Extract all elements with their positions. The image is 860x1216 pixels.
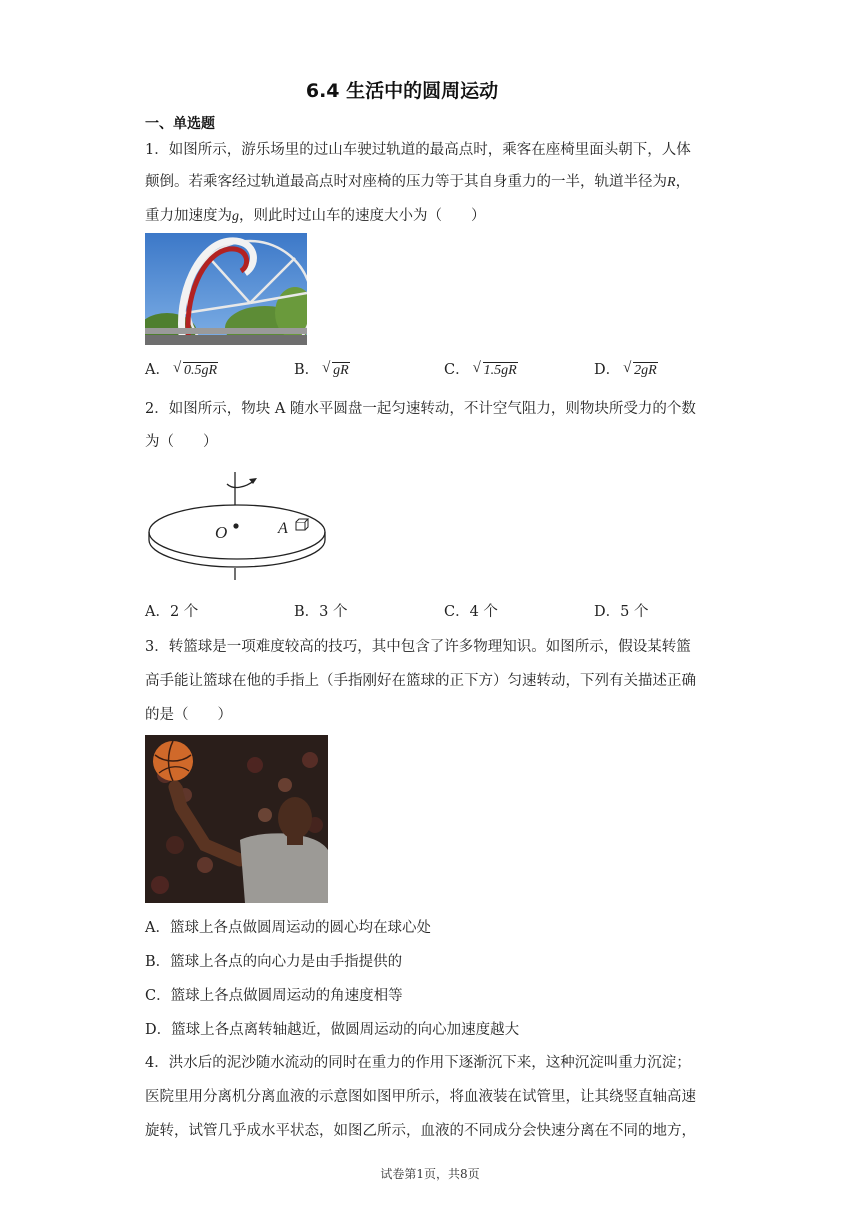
q1-option-b-radicand: gR bbox=[333, 363, 349, 378]
q4-line-1: 4．洪水后的泥沙随水流动的同时在重力的作用下逐渐沉下来，这种沉淀叫重力沉淀； bbox=[145, 1055, 691, 1071]
q1-line-3-text-a: 重力加速度为 bbox=[145, 208, 232, 224]
label-a: A bbox=[278, 520, 288, 537]
rotating-disk-diagram bbox=[145, 470, 330, 582]
q3-option-a[interactable]: A．篮球上各点做圆周运动的圆心均在球心处 bbox=[145, 920, 431, 936]
q1-option-b-label: B． bbox=[294, 362, 320, 378]
sqrt-icon: √ 0.5gR bbox=[172, 360, 218, 378]
var-R: R bbox=[667, 175, 676, 190]
q1-option-a-label: A． bbox=[145, 362, 170, 378]
sqrt-icon: √ gR bbox=[322, 360, 349, 378]
q3-option-d[interactable]: D．篮球上各点离转轴越近，做圆周运动的向心加速度越大 bbox=[145, 1022, 520, 1038]
q1-option-c-radicand: 1.5gR bbox=[483, 363, 517, 378]
sqrt-icon: √ 1.5gR bbox=[472, 360, 517, 378]
basketball-player-photo bbox=[145, 735, 328, 903]
q2-option-d[interactable]: D．5 个 bbox=[594, 604, 649, 620]
q1-option-d-label: D． bbox=[594, 362, 621, 378]
q2-option-a[interactable]: A．2 个 bbox=[145, 604, 199, 620]
q3-option-b[interactable]: B．篮球上各点的向心力是由手指提供的 bbox=[145, 954, 403, 970]
q1-line-3-text-b: ，则此时过山车的速度大小为（ ） bbox=[239, 208, 486, 224]
q1-option-c[interactable] bbox=[444, 360, 518, 381]
page-footer: 试卷第1页，共8页 bbox=[380, 1167, 480, 1181]
q1-option-a[interactable] bbox=[145, 360, 218, 381]
q4-line-2: 医院里用分离机分离血液的示意图如图甲所示，将血液装在试管里，让其绕竖直轴高速 bbox=[145, 1089, 696, 1105]
q1-option-d[interactable] bbox=[594, 360, 658, 381]
q1-option-d-radicand: 2gR bbox=[634, 363, 657, 378]
q4-line-3: 旋转，试管几乎成水平状态，如图乙所示，血液的不同成分会快速分离在不同的地方， bbox=[145, 1123, 696, 1139]
var-g: g bbox=[232, 209, 239, 224]
sqrt-icon: √ 2gR bbox=[623, 360, 657, 378]
section-heading: 一、单选题 bbox=[145, 116, 215, 132]
label-o: O bbox=[215, 523, 228, 542]
q1-line-1: 1．如图所示，游乐场里的过山车驶过轨道的最高点时，乘客在座椅里面头朝下，人体 bbox=[145, 142, 691, 158]
q1-line-3 bbox=[145, 206, 486, 227]
q3-option-c[interactable]: C．篮球上各点做圆周运动的角速度相等 bbox=[145, 988, 403, 1004]
q2-line-2: 为（ ） bbox=[145, 434, 218, 450]
q1-option-c-label: C． bbox=[444, 362, 470, 378]
page-title: 6.4 生活中的圆周运动 bbox=[305, 80, 499, 102]
q2-option-c[interactable]: C．4 个 bbox=[444, 604, 498, 620]
roller-coaster-image bbox=[145, 233, 307, 345]
q2-option-b[interactable]: B．3 个 bbox=[294, 604, 348, 620]
q2-line-1: 2．如图所示，物块 A 随水平圆盘一起匀速转动，不计空气阻力，则物块所受力的个数 bbox=[145, 401, 696, 417]
q1-option-a-radicand: 0.5gR bbox=[183, 363, 218, 378]
q3-line-3: 的是（ ） bbox=[145, 707, 232, 723]
q3-line-2: 高手能让篮球在他的手指上（手指刚好在篮球的正下方）匀速转动，下列有关描述正确 bbox=[145, 673, 696, 689]
q1-line-2-text: 颠倒。若乘客经过轨道最高点时对座椅的压力等于其自身重力的一半，轨道半径为 bbox=[145, 174, 667, 190]
q1-line-2 bbox=[145, 172, 690, 193]
q1-line-2-comma: ， bbox=[675, 174, 691, 190]
q3-line-1: 3．转篮球是一项难度较高的技巧，其中包含了许多物理知识。如图所示，假设某转篮 bbox=[145, 639, 691, 655]
q1-option-b[interactable] bbox=[294, 360, 350, 381]
